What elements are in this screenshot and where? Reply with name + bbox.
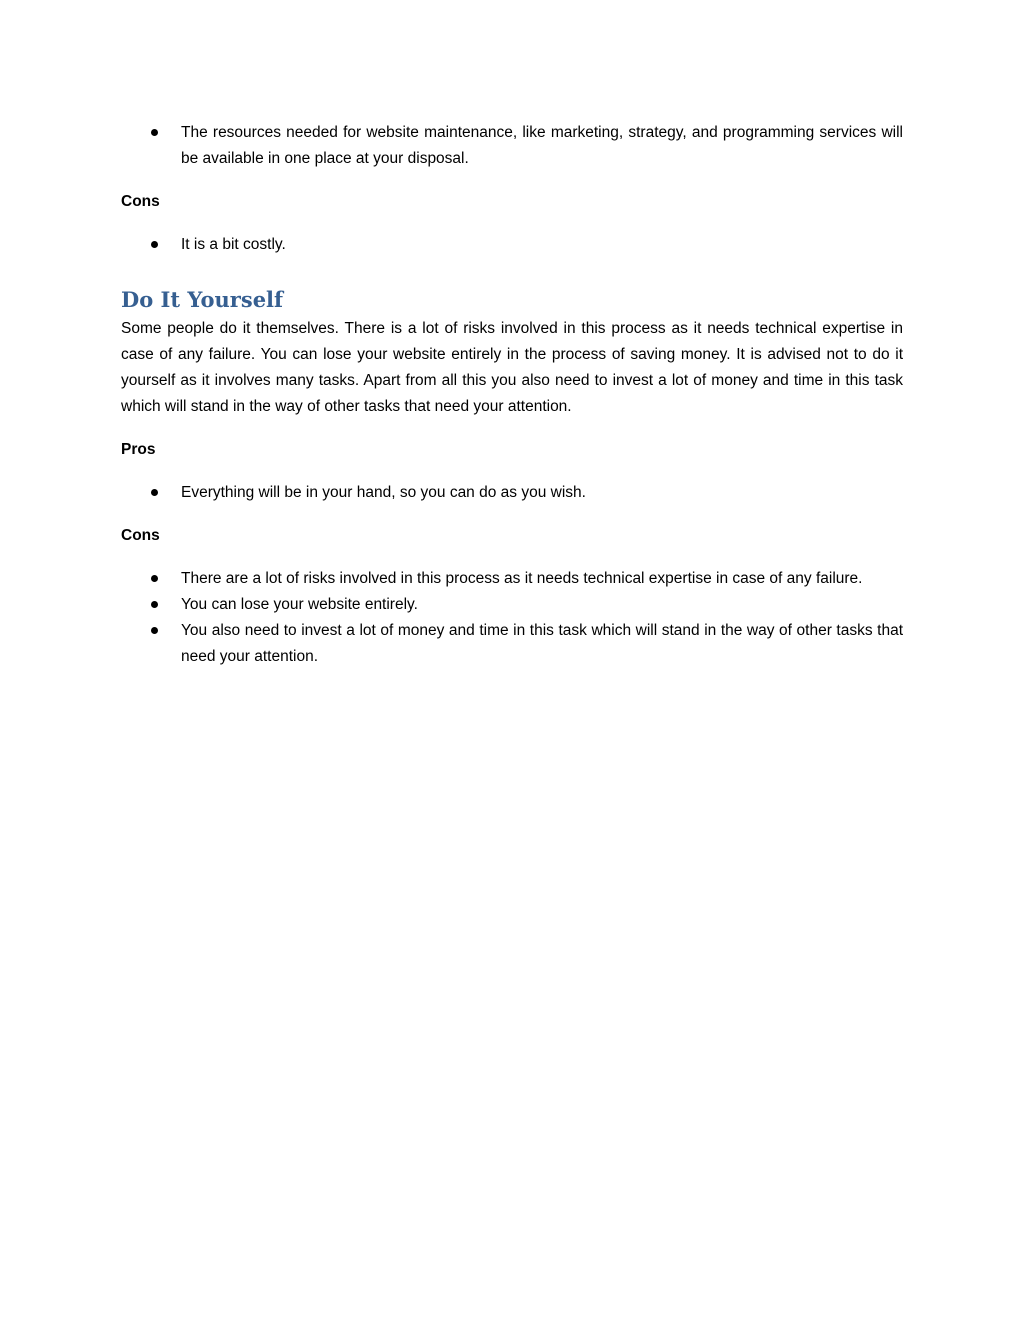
top-bullet-list: [121, 120, 903, 172]
list-item: [121, 120, 903, 172]
list-item: [121, 232, 903, 258]
cons-label: Cons: [121, 527, 160, 544]
bullet-icon: [151, 601, 158, 608]
list-item-text: There are a lot of risks involved in this process as it needs technical expertise in case of any failure.: [181, 570, 863, 587]
bullet-icon: [151, 489, 158, 496]
list-item: [121, 480, 903, 506]
list-item-text: You also need to invest a lot of money and time in this task which will stand in the way of other tasks that need your attention.: [181, 622, 903, 665]
list-item-text: The resources needed for website maintenance, like marketing, strategy, and programming services will be available in one place at your disposal.: [181, 124, 903, 167]
cons-bullet-list: [121, 566, 903, 670]
list-item-text: It is a bit costly.: [181, 236, 286, 253]
pros-bullet-list: [121, 480, 903, 506]
list-item: [121, 566, 903, 592]
cons-bullet-list: [121, 232, 903, 258]
document-content: [121, 120, 903, 670]
list-item: [121, 618, 903, 670]
bullet-icon: [151, 627, 158, 634]
cons-label: Cons: [121, 193, 160, 210]
pros-label: Pros: [121, 441, 156, 458]
section-heading: Do It Yourself: [121, 287, 284, 312]
bullet-icon: [151, 575, 158, 582]
section-paragraph: Some people do it themselves. There is a lot of risks involved in this process as it needs technical expertise in case of any failure. You can lose your website entirely in the process of saving money. It is advised not to do it yourself as it involves many tasks. Apart from all this you also need to invest a lot of money and time in this task which will stand in the way of other tasks that need your attention.: [121, 320, 903, 415]
bullet-icon: [151, 129, 158, 136]
list-item: [121, 592, 903, 618]
list-item-text: Everything will be in your hand, so you can do as you wish.: [181, 484, 586, 501]
bullet-icon: [151, 241, 158, 248]
list-item-text: You can lose your website entirely.: [181, 596, 418, 613]
